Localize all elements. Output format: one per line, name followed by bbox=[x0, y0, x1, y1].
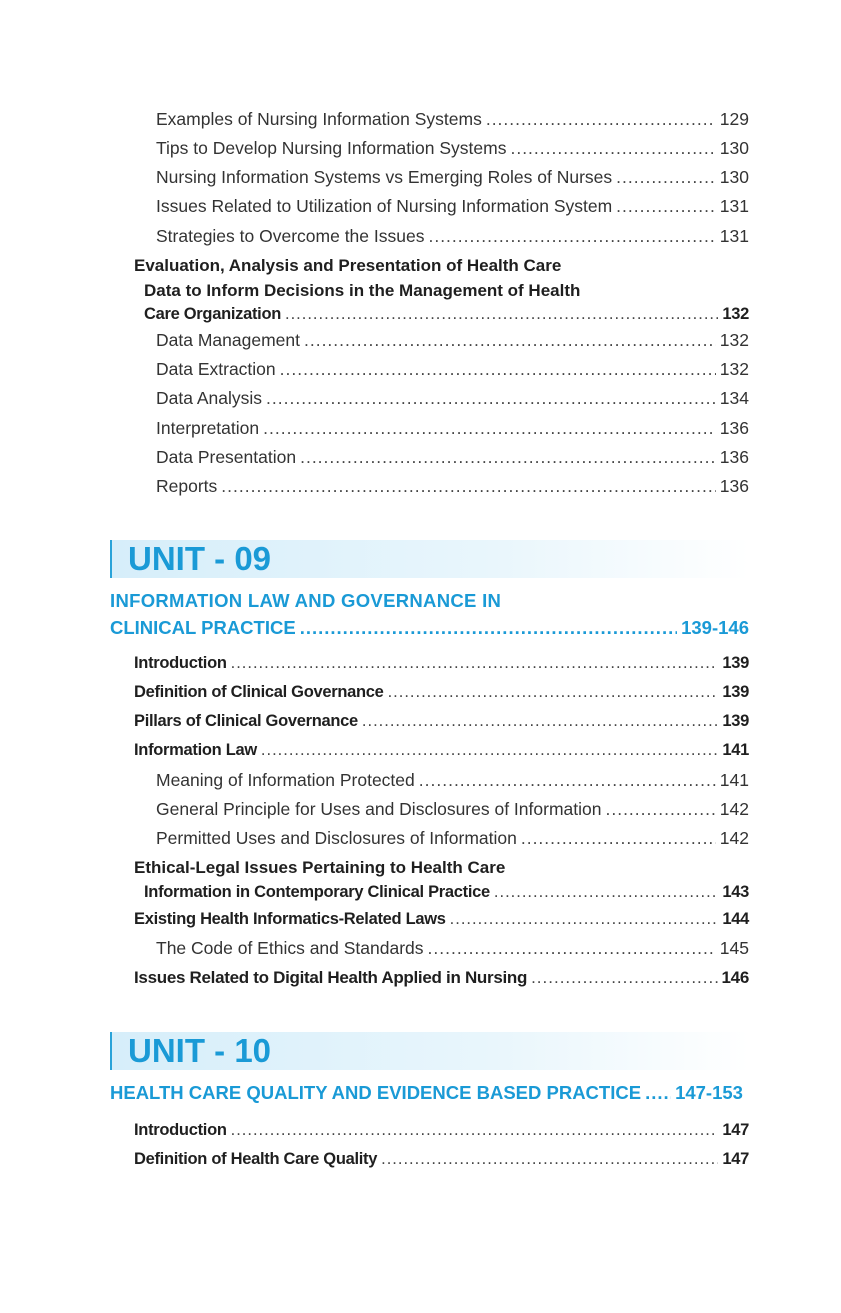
toc-entry-title: Data Presentation bbox=[156, 447, 297, 467]
toc-entry-title: General Principle for Uses and Disclosures of Information bbox=[156, 799, 602, 819]
leader-dots bbox=[221, 476, 716, 497]
leader-dots bbox=[531, 968, 717, 988]
toc-main-entry bbox=[144, 305, 749, 324]
leader-dots bbox=[428, 938, 716, 959]
toc-entry-title: Existing Health Informatics-Related Laws bbox=[134, 910, 446, 928]
toc-entry bbox=[156, 167, 749, 188]
toc-main-entry bbox=[134, 968, 749, 988]
leader-dots bbox=[616, 167, 716, 188]
toc-entry-page: 139 bbox=[722, 683, 749, 701]
toc-main-entry bbox=[134, 910, 749, 929]
toc-entry-title: Definition of Health Care Quality bbox=[134, 1150, 378, 1168]
unit-page-range: 139-146 bbox=[681, 617, 749, 638]
unit-heading-entry bbox=[110, 1082, 749, 1104]
toc-entry-title: Data Analysis bbox=[156, 388, 263, 408]
toc-entry-page: 136 bbox=[719, 447, 749, 467]
toc-entry bbox=[156, 476, 749, 497]
leader-dots bbox=[521, 828, 716, 849]
unit-heading-title: CLINICAL PRACTICE bbox=[110, 617, 296, 638]
toc-entry bbox=[156, 447, 749, 468]
leader-dots bbox=[450, 910, 719, 929]
leader-dots bbox=[285, 305, 718, 324]
toc-entry-page: 147 bbox=[722, 1150, 749, 1168]
toc-main-entry-line: Data to Inform Decisions in the Management of Health bbox=[144, 281, 581, 300]
leader-dots bbox=[428, 226, 715, 247]
toc-entry bbox=[156, 226, 749, 247]
toc-entry-page: 136 bbox=[719, 418, 749, 438]
toc-entry-title: Meaning of Information Protected bbox=[156, 770, 415, 790]
toc-entry bbox=[156, 138, 749, 159]
toc-entry-title: Care Organization bbox=[144, 305, 282, 323]
toc-entry-page: 132 bbox=[722, 305, 749, 323]
toc-entry-page: 134 bbox=[719, 388, 749, 408]
toc-entry-title: Pillars of Clinical Governance bbox=[134, 712, 358, 730]
leader-dots bbox=[263, 418, 716, 439]
toc-entry-page: 139 bbox=[722, 712, 749, 730]
toc-entry-page: 130 bbox=[719, 138, 749, 158]
toc-entry-title: Data Management bbox=[156, 330, 300, 350]
toc-entry-title: Examples of Nursing Information Systems bbox=[156, 109, 482, 129]
toc-entry bbox=[156, 938, 749, 959]
toc-main-entry-line: Evaluation, Analysis and Presentation of Health Care bbox=[134, 256, 562, 275]
toc-main-entry-line: Ethical-Legal Issues Pertaining to Health Care bbox=[134, 858, 506, 877]
unit-title: UNIT - 09 bbox=[128, 540, 272, 577]
leader-dots bbox=[510, 138, 715, 159]
toc-entry-title: Tips to Develop Nursing Information Systems bbox=[156, 138, 507, 158]
toc-entry-title: Data Extraction bbox=[156, 359, 276, 379]
toc-entry bbox=[156, 828, 749, 849]
toc-entry-title: Nursing Information Systems vs Emerging Roles of Nurses bbox=[156, 167, 613, 187]
leader-dots bbox=[645, 1082, 671, 1104]
toc-main-entry bbox=[134, 741, 749, 760]
toc-entry bbox=[156, 418, 749, 439]
leader-dots bbox=[300, 447, 716, 468]
unit-banner bbox=[110, 540, 749, 578]
leader-dots bbox=[381, 1150, 718, 1169]
toc-entry-page: 144 bbox=[722, 910, 749, 928]
toc-entry bbox=[156, 330, 749, 351]
toc-entry-page: 146 bbox=[721, 968, 749, 987]
toc-entry-page: 132 bbox=[719, 330, 749, 350]
toc-entry-title: Introduction bbox=[134, 654, 227, 672]
unit-heading-title: HEALTH CARE QUALITY AND EVIDENCE BASED PRACTICE bbox=[110, 1082, 642, 1103]
toc-entry-page: 131 bbox=[719, 196, 749, 216]
toc-entry-page: 142 bbox=[719, 828, 749, 848]
unit-heading-entry bbox=[110, 617, 749, 639]
unit-banner bbox=[110, 1032, 749, 1070]
toc-entry-title: Permitted Uses and Disclosures of Information bbox=[156, 828, 517, 848]
toc-entry-title: Issues Related to Utilization of Nursing Information System bbox=[156, 196, 613, 216]
leader-dots bbox=[300, 617, 677, 639]
unit-heading: INFORMATION LAW AND GOVERNANCE IN bbox=[110, 590, 502, 611]
toc-entry-page: 131 bbox=[719, 226, 749, 246]
toc-entry bbox=[156, 770, 749, 791]
leader-dots bbox=[231, 654, 719, 673]
leader-dots bbox=[231, 1121, 719, 1140]
toc-entry bbox=[156, 799, 749, 820]
toc-entry-page: 132 bbox=[719, 359, 749, 379]
toc-entry bbox=[156, 388, 749, 409]
toc-entry bbox=[156, 196, 749, 217]
toc-entry bbox=[156, 359, 749, 380]
toc-entry-title: Information Law bbox=[134, 741, 257, 759]
leader-dots bbox=[494, 883, 718, 902]
toc-main-entry bbox=[134, 654, 749, 673]
toc-entry-page: 142 bbox=[719, 799, 749, 819]
leader-dots bbox=[280, 359, 716, 380]
toc-main-entry bbox=[144, 883, 749, 902]
leader-dots bbox=[304, 330, 716, 351]
leader-dots bbox=[616, 196, 716, 217]
toc-entry-page: 129 bbox=[719, 109, 749, 129]
toc-entry-page: 147 bbox=[722, 1121, 749, 1139]
toc-main-entry bbox=[134, 1121, 749, 1140]
leader-dots bbox=[261, 741, 718, 760]
toc-entry-title: Information in Contemporary Clinical Practice bbox=[144, 883, 490, 901]
leader-dots bbox=[362, 712, 718, 731]
toc-entry-title: The Code of Ethics and Standards bbox=[156, 938, 424, 958]
leader-dots bbox=[605, 799, 715, 820]
unit-page-range: 147-153 bbox=[675, 1082, 743, 1103]
leader-dots bbox=[266, 388, 716, 409]
toc-main-entry bbox=[134, 683, 749, 702]
toc-entry-page: 141 bbox=[719, 770, 749, 790]
leader-dots bbox=[419, 770, 716, 791]
toc-entry-title: Issues Related to Digital Health Applied in Nursing bbox=[134, 968, 528, 987]
toc-main-entry bbox=[134, 712, 749, 731]
toc-entry-title: Interpretation bbox=[156, 418, 260, 438]
toc-entry-page: 145 bbox=[719, 938, 749, 958]
toc-entry-page: 141 bbox=[722, 741, 749, 759]
toc-entry-page: 139 bbox=[722, 654, 749, 672]
toc-entry-title: Introduction bbox=[134, 1121, 227, 1139]
toc-entry-title: Definition of Clinical Governance bbox=[134, 683, 384, 701]
unit-title: UNIT - 10 bbox=[128, 1032, 272, 1069]
toc-entry-title: Strategies to Overcome the Issues bbox=[156, 226, 425, 246]
leader-dots bbox=[486, 109, 716, 130]
toc-entry-title: Reports bbox=[156, 476, 218, 496]
toc-entry bbox=[156, 109, 749, 130]
toc-entry-page: 136 bbox=[719, 476, 749, 496]
toc-entry-page: 130 bbox=[719, 167, 749, 187]
leader-dots bbox=[388, 683, 719, 702]
toc-entry-page: 143 bbox=[722, 883, 749, 901]
toc-main-entry bbox=[134, 1150, 749, 1169]
